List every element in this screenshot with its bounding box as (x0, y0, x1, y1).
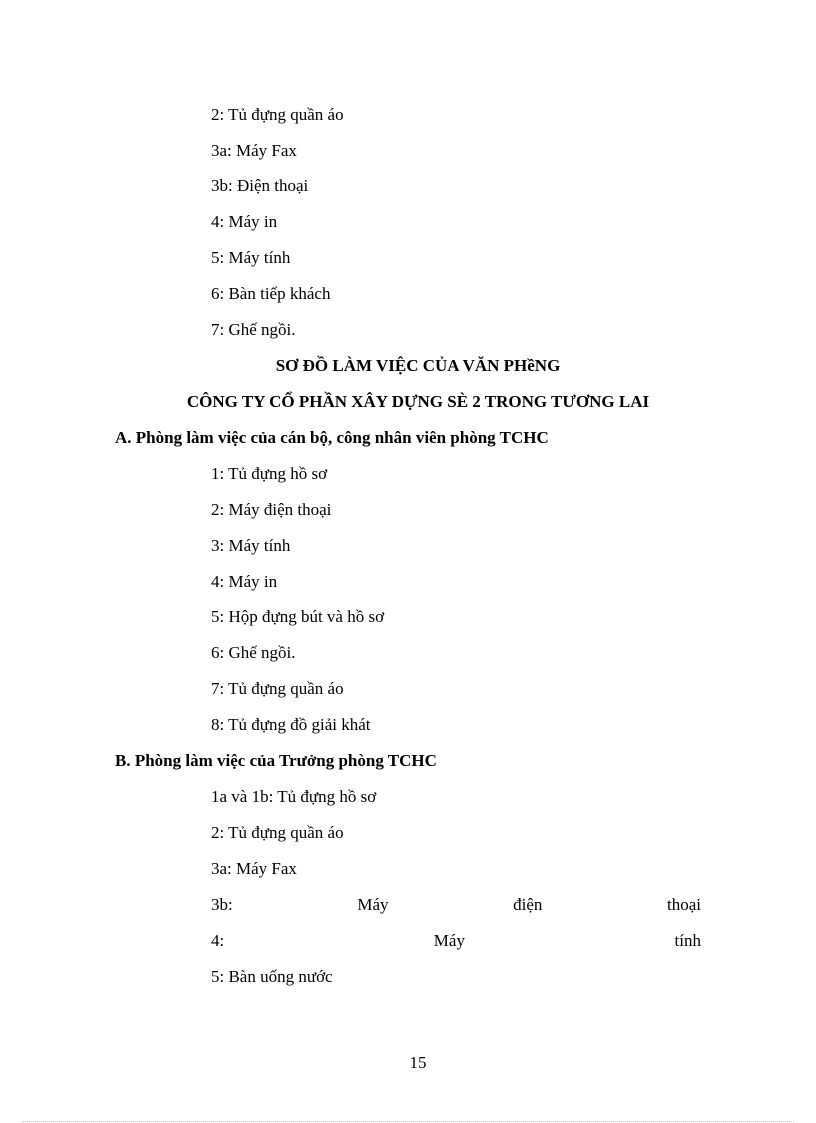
word: 3b: (211, 895, 233, 914)
word: 4: (211, 931, 225, 950)
section-a-title: A. Phòng làm việc của cán bộ, công nhân viên phòng TCHC (115, 428, 549, 447)
list-item: 4: Máy in (211, 212, 278, 231)
page-number: 15 (409, 1053, 427, 1072)
word: Máy (357, 895, 389, 914)
list-item: 6: Ghế ngồi. (211, 643, 296, 662)
list-item: 3a: Máy Fax (211, 859, 297, 878)
diagram-title: SƠ ĐỒ LÀM VIỆC CỦA VĂN PHềNG (275, 356, 561, 375)
word: tính (674, 931, 701, 950)
section-b-title: B. Phòng làm việc của Trưởng phòng TCHC (115, 751, 437, 770)
word: thoại (666, 895, 701, 914)
list-item: 5: Bàn uống nước (211, 967, 333, 986)
list-item: 7: Ghế ngồi. (211, 320, 296, 339)
list-item: 2: Tủ đựng quần áo (211, 105, 344, 124)
list-item: 7: Tủ đựng quần áo (211, 679, 344, 698)
list-item: 8: Tủ đựng đồ giải khát (211, 715, 371, 734)
list-item: 3b: Điện thoại (211, 176, 309, 195)
list-item: 3a: Máy Fax (211, 141, 297, 160)
footer-divider (22, 1121, 794, 1122)
list-item: 3: Máy tính (211, 536, 291, 555)
list-item: 5: Hộp đựng bút và hồ sơ (211, 607, 385, 626)
word: Máy (433, 931, 465, 950)
list-item: 2: Tủ đựng quần áo (211, 823, 344, 842)
list-item: 4: Máy in (211, 572, 278, 591)
list-item: 2: Máy điện thoại (211, 500, 332, 519)
justified-list-item (211, 930, 701, 952)
list-item: 5: Máy tính (211, 248, 291, 267)
word: điện (513, 895, 543, 914)
company-title: CÔNG TY CỔ PHẦN XÂY DỰNG SÈ 2 TRONG TƯƠNG LAI (186, 392, 650, 411)
list-item: 1a và 1b: Tủ đựng hồ sơ (211, 787, 377, 806)
list-item: 1: Tủ đựng hồ sơ (211, 464, 328, 483)
list-item: 6: Bàn tiếp khách (211, 284, 331, 303)
justified-list-item (211, 894, 701, 916)
